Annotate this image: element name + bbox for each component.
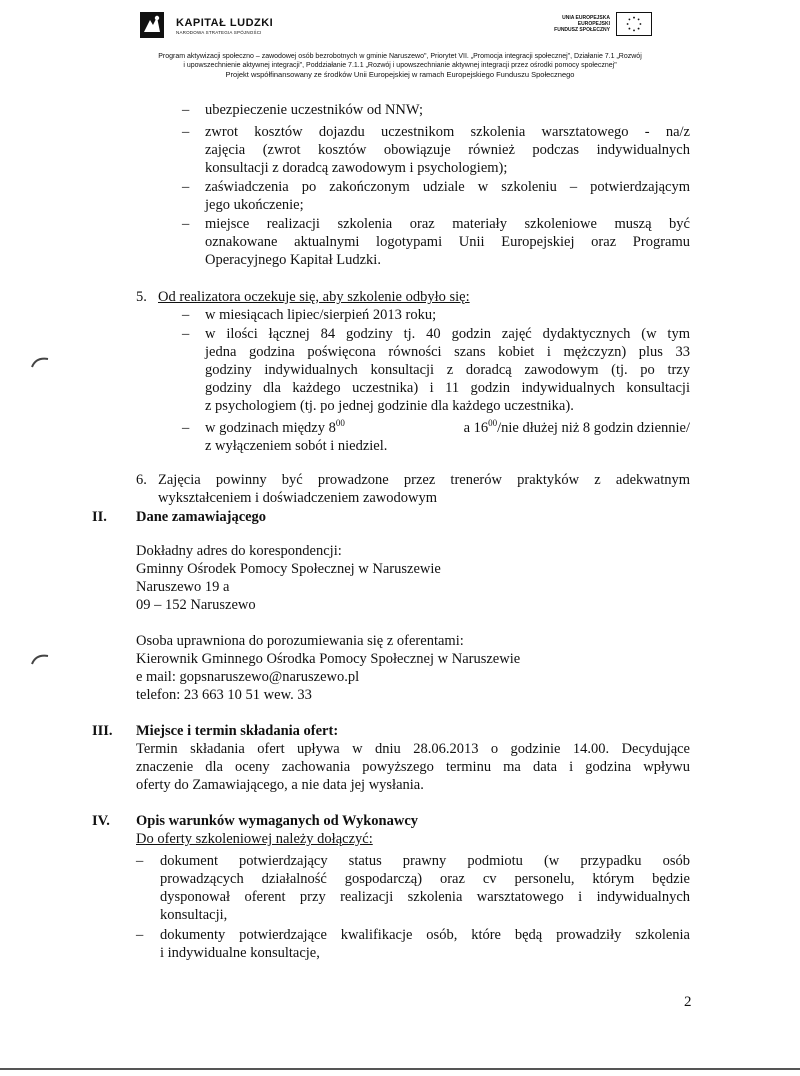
bullet-text: jego ukończenie; [205,197,304,213]
punch-hole-mark-icon [30,652,50,666]
section-text: oferty do Zamawiającego, a nie data jej wysłania. [136,777,424,793]
bullet-text: ubezpieczenie uczestników od NNW; [205,102,424,118]
bullet-text: Operacyjnego Kapitał Ludzki. [205,252,381,268]
bullet-text: dokumenty potwierdzające kwalifikacje osób, które będą prowadziły szkolenia [160,927,690,943]
bullet-text: konsultacji z doradcą zawodowym i psychologiem); [205,160,508,176]
bullet-dash: – [136,927,144,943]
bullet-text: w godzinach między $8^{00}$ a $16^{00}$/nie dłużej niż 8 godzin dziennie/ [205,418,690,436]
eu-logo-text: UNIA EUROPEJSKA EUROPEJSKI FUNDUSZ SPOŁECZNY [554,15,610,33]
bullet-text: prowadzących działalność gospodarczą) oraz cv personelu, którym będzie [160,871,690,887]
bullet-text: miejsce realizacji szkolenia oraz materiały szkoleniowe muszą być [205,216,690,232]
section-text: znaczenie dla oceny zachowania powyższego terminu ma data i godzina wpływu [136,759,690,775]
bullet-text: i indywidualne konsultacje, [160,945,320,961]
section-title: Opis warunków wymaganych od Wykonawcy [136,813,418,829]
kapital-ludzki-logo-icon [140,12,164,38]
bullet-text: zwrot kosztów dojazdu uczestnikom szkolenia warsztatowego - na/z [205,124,690,140]
section-title: Dane zamawiającego [136,509,267,525]
item-number: 6. [136,472,147,488]
bullet-dash: – [182,179,190,195]
section-number: III. [92,723,113,739]
bullet-text: z wyłączeniem sobót i niedziel. [205,438,388,454]
contact-label: Osoba uprawniona do porozumiewania się z oferentami: [136,633,464,649]
contact-person: Kierownik Gminnego Ośrodka Pomocy Społecznej w Naruszewie [136,651,521,667]
bullet-text: dysponował oferent przy realizacji szkolenia warsztatowego i indywidualnych [160,889,690,905]
bullet-dash: – [136,853,144,869]
punch-hole-mark-icon [30,355,50,369]
bullet-dash: – [182,420,190,436]
eu-flag-icon [616,12,652,36]
address-line: 09 – 152 Naruszewo [136,597,256,613]
bullet-text: z psychologiem (tj. po jednej godzinie dla każdego uczestnika). [205,398,574,414]
bullet-dash: – [182,216,190,232]
bullet-dash: – [182,124,190,140]
bullet-text: godziny indywidualnych konsultacji z doradcą zawodowym (tj. po trzy [205,362,690,378]
bullet-text: zaświadczenia po zakończonym udziale w szkoleniu – potwierdzającym [205,179,690,195]
kapital-ludzki-subtitle: NARODOWA STRATEGIA SPÓJNOŚCI [176,30,262,35]
bullet-dash: – [182,326,190,342]
section-number: IV. [92,813,110,829]
section-subtitle: Do oferty szkoleniowej należy dołączyć: [136,831,373,847]
section-number: II. [92,509,107,525]
address-line: Gminny Ośrodek Pomocy Społecznej w Naruszewie [136,561,441,577]
item-text: Zajęcia powinny być prowadzone przez trenerów praktyków z adekwatnym [158,472,690,488]
page-number: 2 [684,994,692,1010]
bullet-text: w ilości łącznej 84 godziny tj. 40 godzin zajęć dydaktycznych (w tym [205,326,690,342]
item-text: wykształceniem i doświadczeniem zawodowym [158,490,438,506]
item-number: 5. [136,289,147,305]
project-description: Program aktywizacji społeczno – zawodowej osób bezrobotnych w gminie Naruszewo", Priorytet VII. „Promocja integracji społecznej", Działanie 7.1 „Rozwój i upowszechnienie aktywnej integracji", Poddziałanie 7.1.1 „Rozwój i upowszechnianie aktywnej integracji przez ośrodki pomocy społecznej" Projekt współfinansowany ze środków Unii Europejskiej w ramach Europejskiego Funduszu Społecznego [158,53,642,79]
bullet-text: godziny dla każdego uczestnika) i 11 godzin indywidualnych konsultacji [205,380,690,396]
address-label: Dokładny adres do korespondencji: [136,543,342,559]
kapital-ludzki-title: KAPITAŁ LUDZKI [176,17,274,29]
bullet-text: jedna godzina poświęcona równości szans kobiet i mężczyzn) plus 33 [205,344,690,360]
bullet-text: dokument potwierdzający status prawny podmiotu (w przypadku osób [160,853,690,869]
bullet-text: oznakowane aktualnymi logotypami Unii Europejskiej oraz Programu [205,234,690,250]
bullet-text: w miesiącach lipiec/sierpień 2013 roku; [205,307,437,323]
contact-phone: telefon: 23 663 10 51 wew. 33 [136,687,312,703]
item-title: Od realizatora oczekuje się, aby szkolenie odbyło się: [158,289,470,305]
bullet-text: zajęcia (zwrot kosztów obowiązuje również podczas indywidualnych [205,142,690,158]
section-title: Miejsce i termin składania ofert: [136,723,339,739]
bullet-dash: – [182,307,190,323]
address-line: Naruszewo 19 a [136,579,230,595]
contact-email: e mail: gopsnaruszewo@naruszewo.pl [136,669,360,685]
scan-edge-line [0,1068,800,1070]
bullet-dash: – [182,102,190,118]
section-text: Termin składania ofert upływa w dniu 28.06.2013 o godzinie 14.00. Decydujące [136,741,690,757]
bullet-text: konsultacji, [160,907,228,923]
